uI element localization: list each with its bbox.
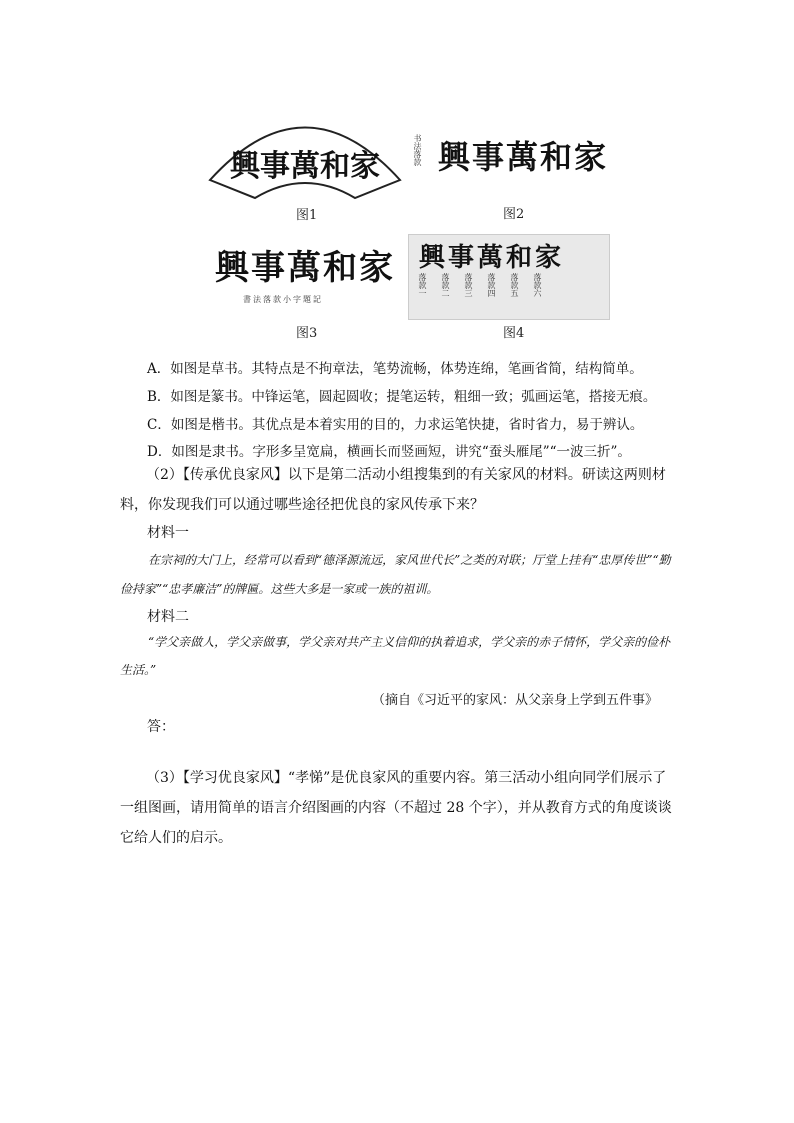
figure-4-signature-col: 落款四: [487, 273, 496, 297]
figure-1-calligraphy: 興事萬和家: [230, 149, 380, 184]
figure-2-calligraphy: 興事萬和家: [438, 138, 609, 176]
figure-4: [408, 234, 610, 320]
material-1-body: 在宗祠的大门上，经常可以看到“德泽源流远，家风世代长”之类的对联；厅堂上挂有“忠厚传世”“勤俭持家”“忠孝廉洁”的牌匾。这些大多是一家或一族的祖训。: [120, 553, 671, 596]
figure-2-caption: 图2: [503, 207, 525, 222]
figure-4-signature-col: 落款一: [418, 273, 427, 297]
figure-1-caption: 图1: [296, 208, 318, 223]
material-1-title: 材料一: [147, 525, 189, 541]
material-2-body: “学父亲做人，学父亲做事，学父亲对共产主义信仰的执着追求，学父亲的赤子情怀，学父亲的俭朴生活。”: [120, 635, 671, 677]
figure-4-calligraphy: 興事萬和家: [419, 243, 565, 273]
figure-3-calligraphy: 興事萬和家: [215, 248, 395, 288]
figure-1-fan: [205, 110, 405, 210]
option-c: C．如图是楷书。其优点是本着实用的目的，力求运笔快捷，省时省力，易于辨认。: [147, 417, 644, 433]
figure-4-caption: 图4: [503, 326, 525, 341]
figure-3-caption: 图3: [296, 326, 318, 341]
figure-3: [215, 240, 395, 310]
figure-4-signature-col: 落款六: [533, 273, 542, 297]
option-d: D．如图是隶书。字形多呈宽扁，横画长而竖画短，讲究“蚕头雁尾”“一波三折”。: [147, 444, 631, 460]
material-2-source: （摘自《习近平的家风：从父亲身上学到五件事》: [372, 693, 659, 708]
question-3: （3）【学习优良家风】“孝悌”是优良家风的重要内容。第三活动小组向同学们展示了一组图画，请用简单的语言介绍图画的内容（不超过 28 个字），并从教育方式的角度谈谈它给人们的启示。: [120, 770, 672, 846]
figure-4-signature-col: 落款五: [510, 273, 519, 297]
option-b: B．如图是篆书。中锋运笔，圆起圆收；提笔运转，粗细一致；弧画运笔，搭接无痕。: [147, 389, 657, 405]
figure-2-signature: 书法落款: [413, 134, 422, 166]
material-2-title: 材料二: [147, 609, 189, 625]
figure-2: [410, 128, 610, 178]
figure-4-signature-col: 落款二: [441, 273, 450, 297]
figure-4-signature-col: 落款三: [464, 273, 473, 297]
option-a: A．如图是草书。其特点是不拘章法，笔势流畅，体势连绵，笔画省简，结构简单。: [147, 361, 643, 377]
answer-label: 答：: [147, 719, 175, 735]
question-2: （2）【传承优良家风】以下是第二活动小组搜集到的有关家风的材料。研读这两则材料，你发现我们可以通过哪些途径把优良的家风传承下来？: [120, 467, 666, 513]
figure-3-signature: 書法落款小字題記: [243, 295, 323, 304]
